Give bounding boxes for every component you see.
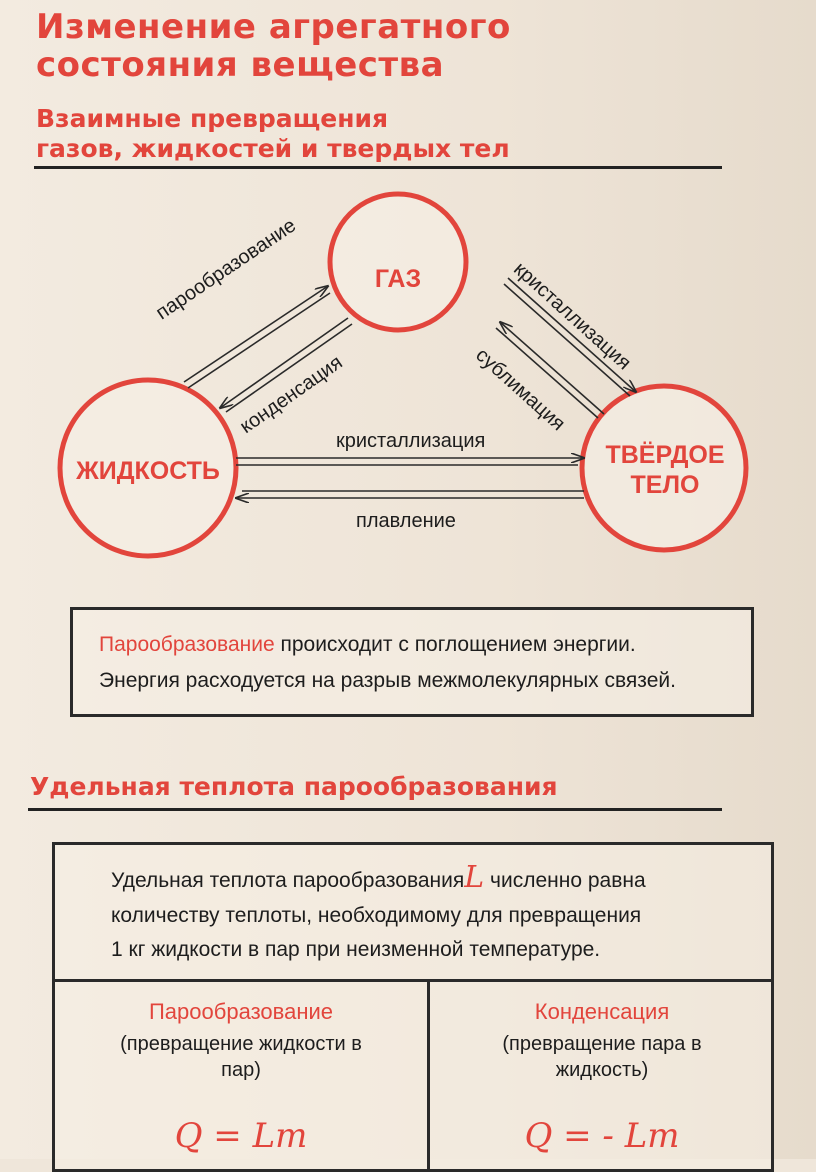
note-line-1-rest: происходит с поглощением энергии. — [274, 633, 636, 656]
gas-to-solid-arrow — [508, 278, 636, 392]
condensation-desc-line-1: (превращение пара в — [502, 1033, 702, 1055]
subtitle-line-2: газов, жидкостей и твердых тел — [36, 134, 510, 163]
melting-label: плавление — [356, 510, 456, 532]
vaporization-formula: Q = Lm — [174, 1116, 308, 1156]
definition-line-3: 1 кг жидкости в пар при неизменной температуре. — [111, 938, 601, 961]
definition-table — [52, 842, 774, 1172]
vaporization-arrow — [184, 286, 328, 382]
gas-node — [330, 194, 466, 330]
title-line-1: Изменение агрегатного — [36, 7, 511, 47]
condensation-label: конденсация — [236, 351, 347, 439]
definition-line-1-end: численно равна — [484, 869, 646, 892]
subtitle-line-1: Взаимные превращения — [36, 104, 389, 133]
liquid-label: ЖИДКОСТЬ — [76, 457, 220, 485]
solid-label — [590, 440, 740, 500]
table-horizontal-divider — [55, 979, 771, 982]
note-line-1 — [99, 632, 636, 658]
note-line-2: Энергия расходуется на разрыв межмолекулярных связей. — [99, 669, 676, 692]
gas-label: ГАЗ — [374, 265, 422, 293]
condensation-formula: Q = - Lm — [524, 1116, 680, 1156]
solid-label-line-2: ТЕЛО — [630, 471, 700, 499]
condensation-desc-line-2: жидкость) — [555, 1059, 649, 1081]
definition-line-2: количеству теплоты, необходимому для превращения — [111, 904, 642, 927]
vaporization-column-desc — [55, 1031, 427, 1083]
sublimation-label: сублимация — [471, 344, 570, 436]
note-highlight: Парообразование — [99, 633, 275, 656]
crystallization-liquid-solid-label: кристаллизация — [336, 430, 486, 452]
title-line-2: состояния вещества — [36, 45, 445, 85]
latent-heat-symbol: L — [464, 860, 485, 895]
vaporization-column-title: Парообразование — [148, 999, 333, 1024]
vaporization-desc-line-1: (превращение жидкости в — [120, 1033, 362, 1055]
energy-note-box — [70, 607, 754, 717]
condensation-column-desc — [430, 1031, 774, 1083]
vaporization-desc-line-2: пар) — [221, 1059, 261, 1081]
crystallization-gas-solid-label: кристаллизация — [509, 258, 636, 375]
condensation-column-title: Конденсация — [534, 999, 670, 1024]
definition-line-1 — [111, 860, 646, 895]
section-title: Удельная теплота парообразования — [30, 772, 558, 801]
section-underline — [28, 808, 722, 811]
vaporization-label: парообразование — [152, 214, 301, 325]
definition-line-1-start: Удельная теплота парообразования — [111, 869, 465, 892]
solid-label-line-1: ТВЁРДОЕ — [605, 441, 725, 469]
